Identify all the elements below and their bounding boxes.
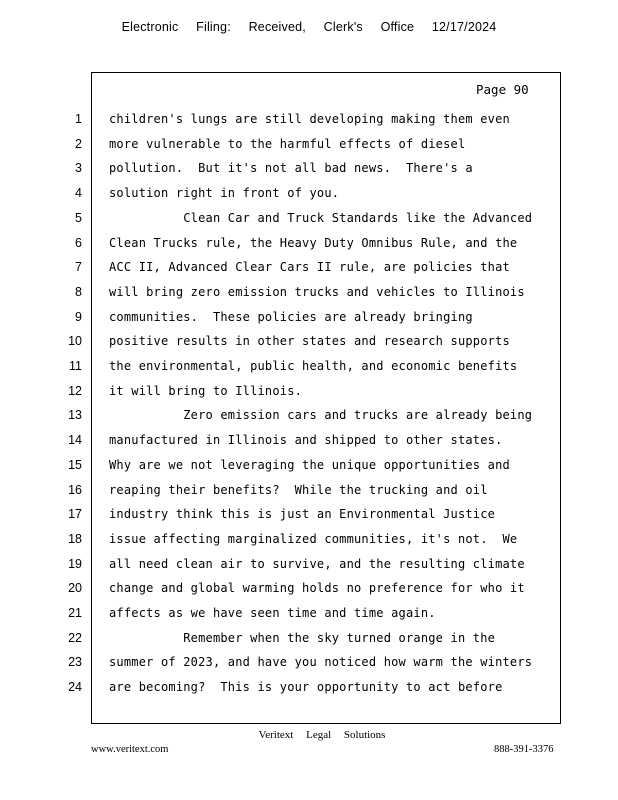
line-text: issue affecting marginalized communities, it's not. We <box>109 531 518 546</box>
line-number: 4 <box>75 186 82 201</box>
transcript-line <box>0 109 618 134</box>
line-text: pollution. But it's not all bad news. There's a <box>109 161 473 176</box>
transcript-line <box>0 257 618 282</box>
line-number: 13 <box>68 408 82 423</box>
line-text: Remember when the sky turned orange in the <box>109 630 496 645</box>
line-number: 18 <box>68 531 82 546</box>
line-number: 11 <box>69 359 82 373</box>
header-word: Clerk's <box>323 20 363 34</box>
filing-stamp-header <box>0 20 618 34</box>
header-word: Filing: <box>196 20 231 34</box>
line-text: children's lungs are still developing making them even <box>109 112 510 126</box>
line-number: 24 <box>68 680 82 695</box>
line-number: 17 <box>68 507 82 522</box>
transcript-line <box>0 652 618 677</box>
line-text: all need clean air to survive, and the resulting climate <box>109 556 525 571</box>
header-date: 12/17/2024 <box>431 20 497 34</box>
line-number: 16 <box>68 482 82 497</box>
footer-company <box>0 729 618 741</box>
line-number: 6 <box>75 235 82 250</box>
footer-word: Veritext <box>258 729 294 741</box>
line-text: manufactured in Illinois and shipped to other states. <box>109 433 503 448</box>
transcript-line <box>0 504 618 529</box>
line-text: change and global warming holds no preference for who it <box>109 581 525 596</box>
transcript-line <box>0 554 618 579</box>
line-text: communities. These policies are already bringing <box>109 309 473 324</box>
line-number: 2 <box>75 136 82 151</box>
transcript-line <box>0 628 618 653</box>
line-text: reaping their benefits? While the trucking and oil <box>109 482 488 497</box>
transcript-line <box>0 455 618 480</box>
line-text: industry think this is just an Environmental Justice <box>109 507 496 522</box>
line-text: it will bring to Illinois. <box>109 383 303 398</box>
line-number: 23 <box>68 655 82 670</box>
header-word: Office <box>380 20 415 34</box>
transcript-line <box>0 677 618 702</box>
line-number: 19 <box>68 556 82 571</box>
line-number: 20 <box>68 581 82 596</box>
transcript-line <box>0 183 618 208</box>
line-text: Why are we not leveraging the unique opportunities and <box>109 457 510 472</box>
line-text: more vulnerable to the harmful effects of diesel <box>109 136 466 151</box>
line-number: 3 <box>75 161 82 176</box>
transcript-line <box>0 405 618 430</box>
footer-website: www.veritext.com <box>91 744 169 755</box>
transcript-line <box>0 529 618 554</box>
footer-word: Solutions <box>343 729 386 741</box>
line-number: 8 <box>75 284 82 299</box>
line-number: 21 <box>68 606 82 620</box>
line-text: ACC II, Advanced Clear Cars II rule, are policies that <box>109 260 510 275</box>
transcript-line <box>0 233 618 258</box>
line-text: are becoming? This is your opportunity to act before <box>109 680 503 695</box>
line-text: will bring zero emission trucks and vehicles to Illinois <box>109 284 525 299</box>
footer-word: Legal <box>306 729 332 741</box>
line-number: 12 <box>68 383 82 398</box>
transcript-line <box>0 480 618 505</box>
line-text: positive results in other states and research supports <box>109 334 510 349</box>
transcript-line <box>0 158 618 183</box>
line-number: 14 <box>68 433 82 448</box>
line-number: 15 <box>68 457 82 472</box>
line-text: affects as we have seen time and time again. <box>109 606 436 620</box>
transcript-line <box>0 603 618 628</box>
header-word: Electronic <box>121 20 179 34</box>
transcript-line <box>0 356 618 381</box>
transcript-line <box>0 307 618 332</box>
transcript-line <box>0 208 618 233</box>
line-number: 9 <box>75 309 82 324</box>
line-text: Clean Trucks rule, the Heavy Duty Omnibus Rule, and the <box>109 235 518 250</box>
line-text: Clean Car and Truck Standards like the Advanced <box>109 210 533 225</box>
transcript-line <box>0 282 618 307</box>
transcript-line <box>0 381 618 406</box>
transcript-line <box>0 331 618 356</box>
line-text: the environmental, public health, and economic benefits <box>109 359 518 373</box>
line-number: 1 <box>75 112 82 126</box>
line-number: 10 <box>68 334 82 349</box>
transcript-line <box>0 430 618 455</box>
transcript-line <box>0 134 618 159</box>
footer-phone: 888-391-3376 <box>494 744 554 755</box>
transcript-line <box>0 578 618 603</box>
line-text: solution right in front of you. <box>109 186 340 201</box>
line-text: Zero emission cars and trucks are already being <box>109 408 533 423</box>
line-number: 22 <box>68 630 82 645</box>
line-text: summer of 2023, and have you noticed how warm the winters <box>109 655 533 670</box>
header-word: Received, <box>248 20 306 34</box>
line-number: 7 <box>75 260 82 275</box>
page-number: Page 90 <box>476 82 529 97</box>
line-number: 5 <box>75 210 82 225</box>
